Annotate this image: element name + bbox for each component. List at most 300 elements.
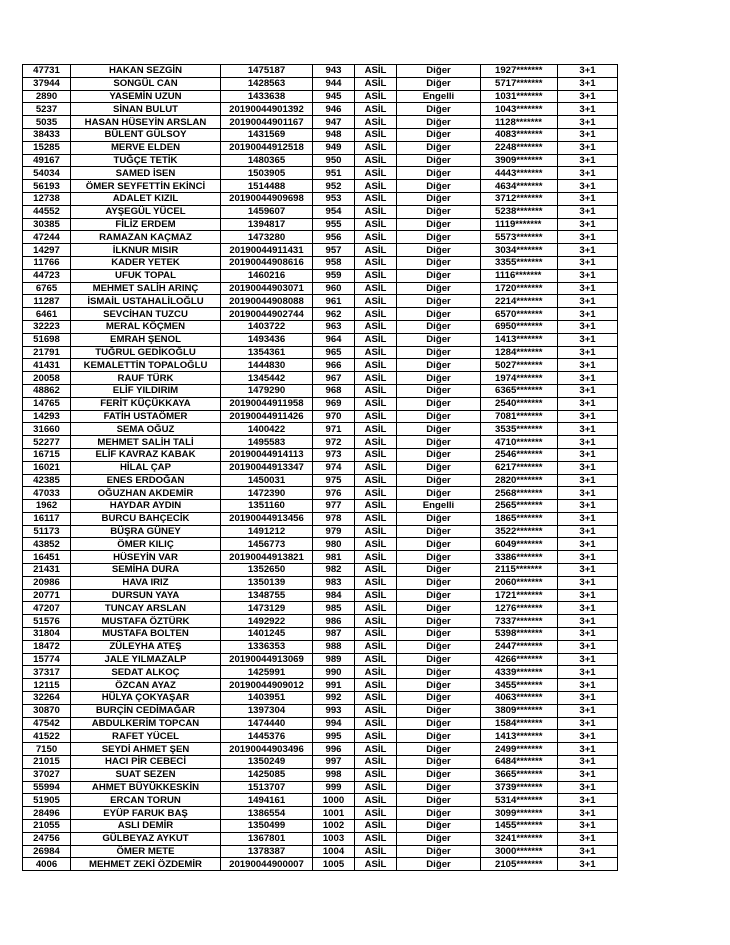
table-row (23, 756, 618, 769)
status-cell: ASİL (355, 372, 397, 385)
application-no-cell: 1493436 (221, 333, 313, 346)
house-type-cell: 3+1 (558, 717, 618, 730)
row-id-cell: 37944 (23, 77, 71, 90)
row-id-cell: 24756 (23, 832, 71, 845)
row-id-cell: 47244 (23, 231, 71, 244)
row-id-cell: 7150 (23, 743, 71, 756)
row-id-cell: 21791 (23, 346, 71, 359)
name-cell: SUAT SEZEN (71, 768, 221, 781)
application-no-cell: 20190044901392 (221, 103, 313, 116)
category-cell: Diğer (397, 180, 481, 193)
application-no-cell: 1425991 (221, 666, 313, 679)
house-type-cell: 3+1 (558, 384, 618, 397)
sequence-no-cell: 1002 (313, 820, 355, 833)
application-no-cell: 1367801 (221, 832, 313, 845)
name-cell: EYÜP FARUK BAŞ (71, 807, 221, 820)
row-id-cell: 41522 (23, 730, 71, 743)
application-no-cell: 1456773 (221, 538, 313, 551)
category-cell: Diğer (397, 154, 481, 167)
row-id-cell: 20771 (23, 589, 71, 602)
application-no-cell: 1354361 (221, 346, 313, 359)
name-cell: ADALET KIZIL (71, 192, 221, 205)
sequence-no-cell: 991 (313, 679, 355, 692)
table-row (23, 218, 618, 231)
category-cell: Diğer (397, 231, 481, 244)
name-cell: MEHMET SALİH ARINÇ (71, 282, 221, 295)
application-no-cell: 1474440 (221, 717, 313, 730)
table-row (23, 346, 618, 359)
application-no-cell: 1514488 (221, 180, 313, 193)
masked-tc-cell: 2540******* (481, 397, 558, 410)
table-row (23, 807, 618, 820)
table-row (23, 448, 618, 461)
table-row (23, 231, 618, 244)
sequence-no-cell: 970 (313, 410, 355, 423)
application-no-cell: 1401245 (221, 628, 313, 641)
masked-tc-cell: 1455******* (481, 820, 558, 833)
table-row (23, 180, 618, 193)
house-type-cell: 3+1 (558, 551, 618, 564)
row-id-cell: 31804 (23, 628, 71, 641)
table-row (23, 65, 618, 78)
sequence-no-cell: 971 (313, 423, 355, 436)
row-id-cell: 5237 (23, 103, 71, 116)
status-cell: ASİL (355, 320, 397, 333)
name-cell: SEYDİ AHMET ŞEN (71, 743, 221, 756)
name-cell: HAYDAR AYDIN (71, 500, 221, 513)
name-cell: KEMALETTİN TOPALOĞLU (71, 359, 221, 372)
row-id-cell: 1962 (23, 500, 71, 513)
masked-tc-cell: 4083******* (481, 128, 558, 141)
name-cell: HÜLYA ÇOKYAŞAR (71, 692, 221, 705)
name-cell: HAVA IRIZ (71, 576, 221, 589)
row-id-cell: 43852 (23, 538, 71, 551)
name-cell: DURSUN YAYA (71, 589, 221, 602)
row-id-cell: 4006 (23, 858, 71, 871)
application-no-cell: 20190044909012 (221, 679, 313, 692)
row-id-cell: 21055 (23, 820, 71, 833)
status-cell: ASİL (355, 65, 397, 78)
application-no-cell: 1503905 (221, 167, 313, 180)
row-id-cell: 16021 (23, 461, 71, 474)
masked-tc-cell: 1128******* (481, 116, 558, 129)
status-cell: ASİL (355, 794, 397, 807)
table-row (23, 512, 618, 525)
masked-tc-cell: 4339******* (481, 666, 558, 679)
category-cell: Diğer (397, 768, 481, 781)
table-row (23, 743, 618, 756)
sequence-no-cell: 973 (313, 448, 355, 461)
sequence-no-cell: 957 (313, 244, 355, 257)
table-row (23, 628, 618, 641)
row-id-cell: 12115 (23, 679, 71, 692)
sequence-no-cell: 1004 (313, 845, 355, 858)
sequence-no-cell: 944 (313, 77, 355, 90)
name-cell: FATİH USTAÖMER (71, 410, 221, 423)
application-no-cell: 1431569 (221, 128, 313, 141)
category-cell: Diğer (397, 423, 481, 436)
sequence-no-cell: 990 (313, 666, 355, 679)
category-cell: Diğer (397, 730, 481, 743)
house-type-cell: 3+1 (558, 589, 618, 602)
sequence-no-cell: 965 (313, 346, 355, 359)
sequence-no-cell: 954 (313, 205, 355, 218)
house-type-cell: 3+1 (558, 65, 618, 78)
masked-tc-cell: 3909******* (481, 154, 558, 167)
status-cell: ASİL (355, 359, 397, 372)
masked-tc-cell: 2115******* (481, 564, 558, 577)
sequence-no-cell: 959 (313, 269, 355, 282)
category-cell: Diğer (397, 346, 481, 359)
house-type-cell: 3+1 (558, 410, 618, 423)
name-cell: HÜSEYİN VAR (71, 551, 221, 564)
status-cell: ASİL (355, 730, 397, 743)
masked-tc-cell: 1413******* (481, 730, 558, 743)
category-cell: Diğer (397, 308, 481, 321)
table-row (23, 77, 618, 90)
name-cell: GÜLBEYAZ AYKUT (71, 832, 221, 845)
category-cell: Diğer (397, 461, 481, 474)
category-cell: Diğer (397, 832, 481, 845)
application-no-cell: 1433638 (221, 90, 313, 103)
status-cell: ASİL (355, 410, 397, 423)
masked-tc-cell: 5717******* (481, 77, 558, 90)
masked-tc-cell: 1584******* (481, 717, 558, 730)
masked-tc-cell: 5238******* (481, 205, 558, 218)
masked-tc-cell: 6049******* (481, 538, 558, 551)
row-id-cell: 14765 (23, 397, 71, 410)
application-no-cell: 20190044912518 (221, 141, 313, 154)
category-cell: Diğer (397, 269, 481, 282)
row-id-cell: 51905 (23, 794, 71, 807)
status-cell: ASİL (355, 589, 397, 602)
application-no-cell: 20190044911426 (221, 410, 313, 423)
table-row (23, 615, 618, 628)
row-id-cell: 55994 (23, 781, 71, 794)
row-id-cell: 15285 (23, 141, 71, 154)
name-cell: JALE YILMAZALP (71, 653, 221, 666)
name-cell: SAMED İSEN (71, 167, 221, 180)
house-type-cell: 3+1 (558, 807, 618, 820)
masked-tc-cell: 3522******* (481, 525, 558, 538)
row-id-cell: 11287 (23, 295, 71, 308)
category-cell: Diğer (397, 384, 481, 397)
sequence-no-cell: 987 (313, 628, 355, 641)
masked-tc-cell: 2105******* (481, 858, 558, 871)
table-row (23, 205, 618, 218)
name-cell: MERVE ELDEN (71, 141, 221, 154)
name-cell: FERİT KÜÇÜKKAYA (71, 397, 221, 410)
masked-tc-cell: 6365******* (481, 384, 558, 397)
table-row (23, 359, 618, 372)
application-no-cell: 1403951 (221, 692, 313, 705)
table-row (23, 845, 618, 858)
table-row (23, 487, 618, 500)
table-row (23, 653, 618, 666)
row-id-cell: 47731 (23, 65, 71, 78)
status-cell: ASİL (355, 308, 397, 321)
category-cell: Diğer (397, 436, 481, 449)
row-id-cell: 52277 (23, 436, 71, 449)
application-no-cell: 1444830 (221, 359, 313, 372)
table-row (23, 192, 618, 205)
row-id-cell: 31660 (23, 423, 71, 436)
category-cell: Diğer (397, 781, 481, 794)
masked-tc-cell: 3712******* (481, 192, 558, 205)
category-cell: Diğer (397, 205, 481, 218)
status-cell: ASİL (355, 461, 397, 474)
table-row (23, 256, 618, 269)
category-cell: Diğer (397, 794, 481, 807)
row-id-cell: 49167 (23, 154, 71, 167)
status-cell: ASİL (355, 282, 397, 295)
table-row (23, 832, 618, 845)
masked-tc-cell: 3241******* (481, 832, 558, 845)
row-id-cell: 32264 (23, 692, 71, 705)
status-cell: ASİL (355, 756, 397, 769)
name-cell: ABDULKERİM TOPCAN (71, 717, 221, 730)
sequence-no-cell: 1000 (313, 794, 355, 807)
application-no-cell: 1473129 (221, 602, 313, 615)
sequence-no-cell: 975 (313, 474, 355, 487)
name-cell: SEVCİHAN TUZCU (71, 308, 221, 321)
house-type-cell: 3+1 (558, 167, 618, 180)
status-cell: ASİL (355, 717, 397, 730)
house-type-cell: 3+1 (558, 525, 618, 538)
table-row (23, 167, 618, 180)
status-cell: ASİL (355, 679, 397, 692)
row-id-cell: 14297 (23, 244, 71, 257)
category-cell: Diğer (397, 845, 481, 858)
table-row (23, 640, 618, 653)
masked-tc-cell: 1119******* (481, 218, 558, 231)
house-type-cell: 3+1 (558, 333, 618, 346)
house-type-cell: 3+1 (558, 90, 618, 103)
house-type-cell: 3+1 (558, 282, 618, 295)
row-id-cell: 54034 (23, 167, 71, 180)
table-row (23, 589, 618, 602)
table-row (23, 692, 618, 705)
table-row (23, 679, 618, 692)
category-cell: Diğer (397, 628, 481, 641)
category-cell: Diğer (397, 128, 481, 141)
name-cell: MUSTAFA ÖZTÜRK (71, 615, 221, 628)
application-no-cell: 20190044914113 (221, 448, 313, 461)
masked-tc-cell: 6484******* (481, 756, 558, 769)
status-cell: ASİL (355, 474, 397, 487)
sequence-no-cell: 967 (313, 372, 355, 385)
application-no-cell: 1480365 (221, 154, 313, 167)
masked-tc-cell: 4634******* (481, 180, 558, 193)
house-type-cell: 3+1 (558, 231, 618, 244)
masked-tc-cell: 5314******* (481, 794, 558, 807)
row-id-cell: 21431 (23, 564, 71, 577)
row-id-cell: 26984 (23, 845, 71, 858)
house-type-cell: 3+1 (558, 205, 618, 218)
category-cell: Diğer (397, 743, 481, 756)
status-cell: ASİL (355, 704, 397, 717)
masked-tc-cell: 1413******* (481, 333, 558, 346)
application-no-cell: 20190044911431 (221, 244, 313, 257)
application-no-cell: 1336353 (221, 640, 313, 653)
table-body (23, 65, 618, 871)
table-row (23, 538, 618, 551)
name-cell: ÖMER METE (71, 845, 221, 858)
sequence-no-cell: 974 (313, 461, 355, 474)
masked-tc-cell: 3455******* (481, 679, 558, 692)
status-cell: ASİL (355, 436, 397, 449)
sequence-no-cell: 986 (313, 615, 355, 628)
sequence-no-cell: 943 (313, 65, 355, 78)
masked-tc-cell: 2568******* (481, 487, 558, 500)
application-no-cell: 20190044909698 (221, 192, 313, 205)
masked-tc-cell: 3809******* (481, 704, 558, 717)
table-row (23, 103, 618, 116)
table-row (23, 128, 618, 141)
sequence-no-cell: 945 (313, 90, 355, 103)
application-no-cell: 1400422 (221, 423, 313, 436)
status-cell: ASİL (355, 77, 397, 90)
table-row (23, 333, 618, 346)
sequence-no-cell: 972 (313, 436, 355, 449)
table-row (23, 666, 618, 679)
application-no-cell: 1513707 (221, 781, 313, 794)
house-type-cell: 3+1 (558, 256, 618, 269)
row-id-cell: 6461 (23, 308, 71, 321)
category-cell: Diğer (397, 666, 481, 679)
category-cell: Diğer (397, 448, 481, 461)
table-row (23, 576, 618, 589)
application-no-cell: 1459607 (221, 205, 313, 218)
house-type-cell: 3+1 (558, 192, 618, 205)
status-cell: ASİL (355, 500, 397, 513)
name-cell: SİNAN BULUT (71, 103, 221, 116)
sequence-no-cell: 969 (313, 397, 355, 410)
status-cell: ASİL (355, 384, 397, 397)
sequence-no-cell: 961 (313, 295, 355, 308)
application-no-cell: 1494161 (221, 794, 313, 807)
masked-tc-cell: 6950******* (481, 320, 558, 333)
name-cell: SEMİHA DURA (71, 564, 221, 577)
row-id-cell: 20986 (23, 576, 71, 589)
masked-tc-cell: 5573******* (481, 231, 558, 244)
name-cell: İLKNUR MISIR (71, 244, 221, 257)
row-id-cell: 12738 (23, 192, 71, 205)
status-cell: ASİL (355, 256, 397, 269)
status-cell: ASİL (355, 628, 397, 641)
sequence-no-cell: 985 (313, 602, 355, 615)
row-id-cell: 16117 (23, 512, 71, 525)
table-row (23, 116, 618, 129)
row-id-cell: 15774 (23, 653, 71, 666)
masked-tc-cell: 1031******* (481, 90, 558, 103)
sequence-no-cell: 997 (313, 756, 355, 769)
category-cell: Diğer (397, 244, 481, 257)
masked-tc-cell: 3535******* (481, 423, 558, 436)
row-id-cell: 37027 (23, 768, 71, 781)
house-type-cell: 3+1 (558, 512, 618, 525)
row-id-cell: 51173 (23, 525, 71, 538)
application-no-cell: 1491212 (221, 525, 313, 538)
name-cell: SEDAT ALKOÇ (71, 666, 221, 679)
category-cell: Diğer (397, 551, 481, 564)
status-cell: ASİL (355, 269, 397, 282)
row-id-cell: 2890 (23, 90, 71, 103)
house-type-cell: 3+1 (558, 794, 618, 807)
category-cell: Diğer (397, 256, 481, 269)
house-type-cell: 3+1 (558, 538, 618, 551)
sequence-no-cell: 996 (313, 743, 355, 756)
sequence-no-cell: 993 (313, 704, 355, 717)
row-id-cell: 42385 (23, 474, 71, 487)
masked-tc-cell: 5027******* (481, 359, 558, 372)
application-no-cell: 1386554 (221, 807, 313, 820)
house-type-cell: 3+1 (558, 743, 618, 756)
name-cell: TUĞRUL GEDİKOĞLU (71, 346, 221, 359)
house-type-cell: 3+1 (558, 756, 618, 769)
masked-tc-cell: 2060******* (481, 576, 558, 589)
house-type-cell: 3+1 (558, 820, 618, 833)
status-cell: ASİL (355, 525, 397, 538)
name-cell: UFUK TOPAL (71, 269, 221, 282)
table-row (23, 704, 618, 717)
sequence-no-cell: 976 (313, 487, 355, 500)
category-cell: Diğer (397, 282, 481, 295)
status-cell: ASİL (355, 512, 397, 525)
sequence-no-cell: 994 (313, 717, 355, 730)
category-cell: Diğer (397, 410, 481, 423)
category-cell: Engelli (397, 500, 481, 513)
sequence-no-cell: 1003 (313, 832, 355, 845)
table-row (23, 269, 618, 282)
row-id-cell: 41431 (23, 359, 71, 372)
masked-tc-cell: 2499******* (481, 743, 558, 756)
name-cell: ÖMER SEYFETTİN EKİNCİ (71, 180, 221, 193)
category-cell: Diğer (397, 679, 481, 692)
category-cell: Diğer (397, 167, 481, 180)
name-cell: RAMAZAN KAÇMAZ (71, 231, 221, 244)
category-cell: Diğer (397, 372, 481, 385)
table-row (23, 282, 618, 295)
masked-tc-cell: 3665******* (481, 768, 558, 781)
house-type-cell: 3+1 (558, 346, 618, 359)
application-no-cell: 1352650 (221, 564, 313, 577)
category-cell: Diğer (397, 65, 481, 78)
status-cell: ASİL (355, 845, 397, 858)
table-row (23, 410, 618, 423)
row-id-cell: 14293 (23, 410, 71, 423)
house-type-cell: 3+1 (558, 128, 618, 141)
status-cell: ASİL (355, 154, 397, 167)
masked-tc-cell: 2546******* (481, 448, 558, 461)
application-no-cell: 20190044913821 (221, 551, 313, 564)
sequence-no-cell: 963 (313, 320, 355, 333)
house-type-cell: 3+1 (558, 576, 618, 589)
category-cell: Diğer (397, 295, 481, 308)
row-id-cell: 18472 (23, 640, 71, 653)
application-no-cell: 1460216 (221, 269, 313, 282)
row-id-cell: 47542 (23, 717, 71, 730)
row-id-cell: 30385 (23, 218, 71, 231)
name-cell: BURÇİN CEDİMAĞAR (71, 704, 221, 717)
application-no-cell: 1394817 (221, 218, 313, 231)
table-row (23, 308, 618, 321)
category-cell: Diğer (397, 640, 481, 653)
table-row (23, 730, 618, 743)
sequence-no-cell: 950 (313, 154, 355, 167)
application-no-cell: 1351160 (221, 500, 313, 513)
masked-tc-cell: 3355******* (481, 256, 558, 269)
